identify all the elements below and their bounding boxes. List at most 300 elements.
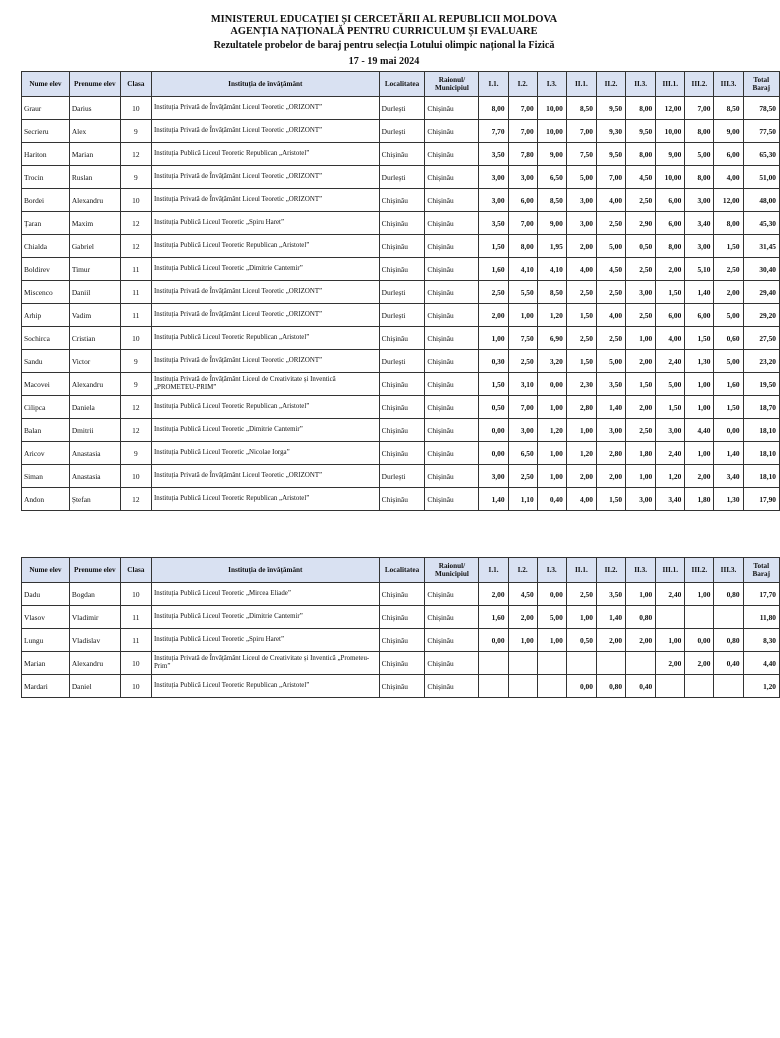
cell-score-i1: 0,50 (479, 396, 508, 419)
cell-locality: Chișinău (379, 235, 425, 258)
cell-first-name: Bogdan (69, 583, 120, 606)
cell-score-i2: 7,50 (508, 327, 537, 350)
cell-first-name: Vladislav (69, 629, 120, 652)
cell-locality: Chișinău (379, 442, 425, 465)
cell-district: Chișinău (425, 97, 479, 120)
cell-score-iii3: 2,50 (714, 258, 743, 281)
cell-last-name: Aricov (22, 442, 70, 465)
column-header-first-name: Prenume elev (69, 72, 120, 97)
cell-grade: 12 (120, 143, 151, 166)
cell-institution: Instituția Publică Liceul Teoretic Republican „Aristotel” (151, 396, 379, 419)
cell-first-name: Anastasia (69, 442, 120, 465)
table-row (22, 189, 780, 212)
cell-score-ii2: 2,50 (596, 327, 625, 350)
cell-score-i1 (479, 675, 508, 698)
cell-score-iii2: 2,00 (685, 652, 714, 675)
column-header-score-ii1: II.1. (566, 72, 596, 97)
cell-district: Chișinău (425, 327, 479, 350)
cell-district: Chișinău (425, 281, 479, 304)
cell-score-ii2: 9,50 (596, 97, 625, 120)
cell-grade: 12 (120, 396, 151, 419)
table-row (22, 396, 780, 419)
cell-institution: Instituția Privată de Învățământ Liceul Teoretic „ORIZONT” (151, 304, 379, 327)
cell-score-i1: 0,00 (479, 629, 508, 652)
cell-score-i2: 6,00 (508, 189, 537, 212)
cell-last-name: Sochirca (22, 327, 70, 350)
column-header-total-score: Total Baraj (743, 558, 779, 583)
cell-score-iii2: 2,00 (685, 465, 714, 488)
cell-total-score: 19,50 (743, 373, 779, 396)
cell-score-ii1: 2,00 (566, 235, 596, 258)
cell-score-i1: 8,00 (479, 97, 508, 120)
cell-institution: Instituția Privată de Învățământ Liceul Teoretic „ORIZONT” (151, 166, 379, 189)
cell-last-name: Siman (22, 465, 70, 488)
cell-district: Chișinău (425, 212, 479, 235)
cell-total-score: 18,10 (743, 442, 779, 465)
cell-last-name: Andon (22, 488, 70, 511)
cell-score-iii1 (656, 606, 685, 629)
cell-locality: Chișinău (379, 606, 425, 629)
cell-institution: Instituția Privată de Învățământ Liceul Teoretic „ORIZONT” (151, 120, 379, 143)
cell-score-iii1: 10,00 (656, 120, 685, 143)
cell-score-ii1: 0,50 (566, 629, 596, 652)
cell-score-i1: 3,00 (479, 166, 508, 189)
cell-score-i2 (508, 675, 537, 698)
cell-score-iii2 (685, 675, 714, 698)
cell-score-i1: 3,00 (479, 189, 508, 212)
cell-score-i3: 1,00 (537, 396, 566, 419)
cell-locality: Chișinău (379, 327, 425, 350)
cell-score-ii3: 2,90 (626, 212, 656, 235)
cell-institution: Instituția Publică Liceul Teoretic Republican „Aristotel” (151, 235, 379, 258)
cell-score-ii2: 2,50 (596, 281, 625, 304)
cell-score-ii2: 4,00 (596, 304, 625, 327)
table-row (22, 212, 780, 235)
column-header-score-i2: I.2. (508, 558, 537, 583)
cell-last-name: Macovei (22, 373, 70, 396)
cell-score-iii2: 1,00 (685, 583, 714, 606)
cell-score-iii3: 1,40 (714, 442, 743, 465)
cell-score-i3: 5,00 (537, 606, 566, 629)
cell-total-score: 18,70 (743, 396, 779, 419)
cell-locality: Durlești (379, 281, 425, 304)
cell-locality: Chișinău (379, 189, 425, 212)
cell-score-iii1: 3,40 (656, 488, 685, 511)
cell-score-ii2: 2,00 (596, 629, 625, 652)
cell-last-name: Miscenco (22, 281, 70, 304)
cell-district: Chișinău (425, 189, 479, 212)
cell-score-iii3: 6,00 (714, 143, 743, 166)
table-row (22, 373, 780, 396)
cell-score-ii1: 2,50 (566, 583, 596, 606)
cell-score-iii1: 6,00 (656, 189, 685, 212)
cell-total-score: 65,30 (743, 143, 779, 166)
cell-institution: Instituția Privată de Învățământ Liceul Teoretic „ORIZONT” (151, 465, 379, 488)
cell-score-i2: 1,00 (508, 629, 537, 652)
cell-locality: Chișinău (379, 212, 425, 235)
cell-grade: 9 (120, 166, 151, 189)
cell-score-i1: 1,40 (479, 488, 508, 511)
table-row (22, 583, 780, 606)
cell-last-name: Mardari (22, 675, 70, 698)
cell-total-score: 23,20 (743, 350, 779, 373)
cell-locality: Chișinău (379, 419, 425, 442)
cell-score-iii2 (685, 606, 714, 629)
cell-total-score: 11,80 (743, 606, 779, 629)
cell-score-i3: 9,00 (537, 212, 566, 235)
cell-score-iii2: 1,40 (685, 281, 714, 304)
cell-score-i2 (508, 652, 537, 675)
column-header-score-iii2: III.2. (685, 72, 714, 97)
agency-title: AGENȚIA NAȚIONALĂ PENTRU CURRICULUM ȘI EVALUARE (230, 26, 538, 37)
cell-score-ii3: 4,50 (626, 166, 656, 189)
cell-score-i1: 7,70 (479, 120, 508, 143)
column-header-grade: Clasa (120, 72, 151, 97)
cell-score-ii1: 2,30 (566, 373, 596, 396)
cell-score-i2: 1,10 (508, 488, 537, 511)
cell-score-ii1: 4,00 (566, 258, 596, 281)
cell-score-i2: 2,50 (508, 465, 537, 488)
cell-score-ii2: 9,50 (596, 143, 625, 166)
cell-score-iii3: 3,40 (714, 465, 743, 488)
cell-score-ii3: 2,50 (626, 419, 656, 442)
cell-total-score: 51,00 (743, 166, 779, 189)
cell-score-i2: 7,00 (508, 212, 537, 235)
cell-score-ii1: 1,00 (566, 419, 596, 442)
cell-score-iii3 (714, 675, 743, 698)
cell-score-ii1: 4,00 (566, 488, 596, 511)
cell-score-i1: 1,50 (479, 373, 508, 396)
cell-score-ii2: 7,00 (596, 166, 625, 189)
cell-score-i3: 1,95 (537, 235, 566, 258)
column-header-institution: Instituția de învățământ (151, 558, 379, 583)
cell-grade: 9 (120, 350, 151, 373)
cell-score-i2: 1,00 (508, 304, 537, 327)
cell-score-ii3: 8,00 (626, 97, 656, 120)
cell-district: Chișinău (425, 488, 479, 511)
cell-first-name: Vladimir (69, 606, 120, 629)
cell-score-iii1: 5,00 (656, 373, 685, 396)
cell-score-i1 (479, 652, 508, 675)
cell-last-name: Vlasov (22, 606, 70, 629)
cell-score-iii1 (656, 675, 685, 698)
cell-score-i2: 5,50 (508, 281, 537, 304)
cell-last-name: Secrieru (22, 120, 70, 143)
table-row (22, 675, 780, 698)
cell-locality: Chișinău (379, 258, 425, 281)
cell-first-name: Daniel (69, 675, 120, 698)
cell-score-i2: 2,50 (508, 350, 537, 373)
table-row (22, 235, 780, 258)
cell-score-ii1: 3,00 (566, 189, 596, 212)
cell-score-ii3: 9,50 (626, 120, 656, 143)
cell-score-ii1 (566, 652, 596, 675)
cell-first-name: Gabriel (69, 235, 120, 258)
cell-score-ii3: 1,80 (626, 442, 656, 465)
cell-score-iii3: 0,00 (714, 419, 743, 442)
cell-total-score: 31,45 (743, 235, 779, 258)
column-header-score-iii3: III.3. (714, 558, 743, 583)
cell-score-iii1: 2,00 (656, 652, 685, 675)
cell-score-i2: 7,00 (508, 97, 537, 120)
cell-grade: 10 (120, 327, 151, 350)
cell-score-i1: 1,50 (479, 235, 508, 258)
cell-locality: Chișinău (379, 629, 425, 652)
cell-score-iii2: 7,00 (685, 97, 714, 120)
document-header (0, 14, 768, 68)
cell-score-iii2: 8,00 (685, 120, 714, 143)
cell-first-name: Alexandru (69, 652, 120, 675)
cell-score-iii3: 1,30 (714, 488, 743, 511)
table-row (22, 304, 780, 327)
cell-district: Chișinău (425, 442, 479, 465)
cell-institution: Instituția Privată de Învățământ Liceul de Creativitate și Inventică „PROMETEU-PRIM” (151, 373, 379, 396)
column-header-locality: Localitatea (379, 558, 425, 583)
cell-score-ii2: 3,50 (596, 373, 625, 396)
cell-score-i1: 3,50 (479, 212, 508, 235)
cell-score-iii3: 0,80 (714, 629, 743, 652)
cell-score-iii2: 1,80 (685, 488, 714, 511)
cell-first-name: Cristian (69, 327, 120, 350)
cell-last-name: Lungu (22, 629, 70, 652)
cell-score-i2: 4,10 (508, 258, 537, 281)
cell-last-name: Bordei (22, 189, 70, 212)
cell-total-score: 17,70 (743, 583, 779, 606)
cell-last-name: Cilipca (22, 396, 70, 419)
table-row (22, 281, 780, 304)
cell-score-ii1: 2,50 (566, 327, 596, 350)
cell-score-i2: 7,80 (508, 143, 537, 166)
cell-score-iii2: 8,00 (685, 166, 714, 189)
cell-grade: 11 (120, 304, 151, 327)
cell-institution: Instituția Publică Liceul Teoretic „Nicolae Iorga” (151, 442, 379, 465)
cell-grade: 12 (120, 488, 151, 511)
cell-score-iii1: 1,00 (656, 629, 685, 652)
cell-score-iii2: 1,00 (685, 442, 714, 465)
cell-district: Chișinău (425, 629, 479, 652)
cell-score-ii3: 0,40 (626, 675, 656, 698)
cell-score-ii1: 2,00 (566, 465, 596, 488)
cell-district: Chișinău (425, 675, 479, 698)
table-row (22, 442, 780, 465)
cell-score-iii3: 1,50 (714, 235, 743, 258)
cell-score-iii2: 6,00 (685, 304, 714, 327)
table-row (22, 652, 780, 675)
cell-institution: Instituția Privată de Învățământ Liceul Teoretic „ORIZONT” (151, 189, 379, 212)
column-header-district: Raionul/ Municipiul (425, 72, 479, 97)
cell-institution: Instituția Publică Liceul Teoretic „Spiru Haret” (151, 629, 379, 652)
cell-score-iii3: 4,00 (714, 166, 743, 189)
cell-score-ii3: 8,00 (626, 143, 656, 166)
cell-institution: Instituția Publică Liceul Teoretic Republican „Aristotel” (151, 675, 379, 698)
cell-grade: 10 (120, 583, 151, 606)
cell-locality: Durlești (379, 304, 425, 327)
column-header-score-ii2: II.2. (596, 72, 625, 97)
cell-score-i2: 4,50 (508, 583, 537, 606)
cell-last-name: Marian (22, 652, 70, 675)
cell-score-iii2: 1,50 (685, 327, 714, 350)
cell-score-ii2: 5,00 (596, 350, 625, 373)
column-header-last-name: Nume elev (22, 72, 70, 97)
cell-score-i3: 10,00 (537, 120, 566, 143)
table-row (22, 419, 780, 442)
cell-score-i3: 8,50 (537, 189, 566, 212)
cell-locality: Chișinău (379, 373, 425, 396)
cell-score-ii3: 3,00 (626, 488, 656, 511)
cell-score-i2: 3,10 (508, 373, 537, 396)
column-header-score-ii3: II.3. (626, 72, 656, 97)
table-body (22, 97, 780, 511)
cell-score-ii1: 1,00 (566, 606, 596, 629)
cell-score-iii3 (714, 606, 743, 629)
cell-score-i3 (537, 675, 566, 698)
cell-score-iii3: 5,00 (714, 350, 743, 373)
cell-locality: Durlești (379, 166, 425, 189)
cell-score-i1: 2,00 (479, 583, 508, 606)
table-row (22, 327, 780, 350)
column-header-score-i1: I.1. (479, 72, 508, 97)
cell-institution: Instituția Publică Liceul Teoretic „Dimitrie Cantemir” (151, 419, 379, 442)
cell-first-name: Alexandru (69, 189, 120, 212)
cell-score-iii3: 0,40 (714, 652, 743, 675)
cell-first-name: Ruslan (69, 166, 120, 189)
cell-first-name: Anastasia (69, 465, 120, 488)
cell-score-i1: 0,00 (479, 419, 508, 442)
cell-last-name: Graur (22, 97, 70, 120)
cell-institution: Instituția Privată de Învățământ Liceul Teoretic „ORIZONT” (151, 350, 379, 373)
cell-score-ii3: 1,00 (626, 465, 656, 488)
cell-last-name: Chialda (22, 235, 70, 258)
cell-locality: Durlești (379, 350, 425, 373)
cell-district: Chișinău (425, 583, 479, 606)
cell-score-ii1: 5,00 (566, 166, 596, 189)
column-header-last-name: Nume elev (22, 558, 70, 583)
cell-score-ii1: 2,80 (566, 396, 596, 419)
cell-score-ii3: 1,00 (626, 327, 656, 350)
column-header-score-i3: I.3. (537, 558, 566, 583)
cell-locality: Chișinău (379, 143, 425, 166)
cell-score-i3: 1,00 (537, 465, 566, 488)
cell-score-iii2: 1,00 (685, 396, 714, 419)
cell-last-name: Țaran (22, 212, 70, 235)
cell-score-iii1: 2,40 (656, 350, 685, 373)
cell-first-name: Victor (69, 350, 120, 373)
cell-first-name: Marian (69, 143, 120, 166)
cell-score-i1: 3,50 (479, 143, 508, 166)
cell-score-ii1: 1,50 (566, 304, 596, 327)
cell-score-ii3: 2,00 (626, 350, 656, 373)
cell-score-ii3: 1,50 (626, 373, 656, 396)
cell-score-i3: 0,00 (537, 373, 566, 396)
cell-score-ii2: 4,50 (596, 258, 625, 281)
cell-score-i3: 1,00 (537, 629, 566, 652)
cell-score-ii2: 4,00 (596, 189, 625, 212)
cell-score-i2: 7,00 (508, 396, 537, 419)
cell-score-i1: 1,60 (479, 258, 508, 281)
cell-last-name: Hariton (22, 143, 70, 166)
cell-district: Chișinău (425, 258, 479, 281)
table-row (22, 629, 780, 652)
cell-score-i1: 1,00 (479, 327, 508, 350)
cell-first-name: Daniela (69, 396, 120, 419)
cell-district: Chișinău (425, 120, 479, 143)
cell-score-i2: 3,00 (508, 166, 537, 189)
cell-grade: 9 (120, 442, 151, 465)
cell-score-ii2: 0,80 (596, 675, 625, 698)
cell-score-i3: 1,20 (537, 419, 566, 442)
cell-institution: Instituția Publică Liceul Teoretic „Dimitrie Cantemir” (151, 606, 379, 629)
column-header-score-i1: I.1. (479, 558, 508, 583)
table-row (22, 606, 780, 629)
table-row (22, 97, 780, 120)
cell-total-score: 8,30 (743, 629, 779, 652)
ministry-title: MINISTERUL EDUCAȚIEI ȘI CERCETĂRII AL REPUBLICII MOLDOVA (210, 14, 558, 25)
cell-score-iii2: 3,40 (685, 212, 714, 235)
cell-score-i3: 1,20 (537, 304, 566, 327)
cell-institution: Instituția Publică Liceul Teoretic Republican „Aristotel” (151, 327, 379, 350)
table-row (22, 258, 780, 281)
cell-total-score: 18,10 (743, 465, 779, 488)
cell-score-i2: 7,00 (508, 120, 537, 143)
cell-score-ii3: 0,50 (626, 235, 656, 258)
cell-score-iii1: 2,40 (656, 442, 685, 465)
cell-score-iii1: 3,00 (656, 419, 685, 442)
column-header-score-iii3: III.3. (714, 72, 743, 97)
cell-district: Chișinău (425, 396, 479, 419)
cell-score-ii2: 9,30 (596, 120, 625, 143)
cell-score-i3: 0,00 (537, 583, 566, 606)
cell-score-iii1: 1,50 (656, 396, 685, 419)
cell-score-iii1: 8,00 (656, 235, 685, 258)
cell-score-i1: 0,30 (479, 350, 508, 373)
cell-district: Chișinău (425, 304, 479, 327)
cell-grade: 10 (120, 189, 151, 212)
cell-institution: Instituția Privată de Învățământ Liceul de Creativitate și Inventică „Prometeu-Prim” (151, 652, 379, 675)
cell-locality: Durlești (379, 97, 425, 120)
cell-score-iii1: 10,00 (656, 166, 685, 189)
cell-score-ii3: 2,50 (626, 258, 656, 281)
cell-institution: Instituția Publică Liceul Teoretic Republican „Aristotel” (151, 488, 379, 511)
column-header-institution: Instituția de învățământ (151, 72, 379, 97)
cell-score-ii3: 2,00 (626, 629, 656, 652)
cell-first-name: Maxim (69, 212, 120, 235)
cell-institution: Instituția Publică Liceul Teoretic „Mircea Eliade” (151, 583, 379, 606)
cell-score-ii2: 1,40 (596, 606, 625, 629)
cell-score-iii3: 1,50 (714, 396, 743, 419)
cell-score-i3: 10,00 (537, 97, 566, 120)
cell-total-score: 4,40 (743, 652, 779, 675)
results-table-secondary (21, 557, 780, 698)
column-header-first-name: Prenume elev (69, 558, 120, 583)
cell-district: Chișinău (425, 166, 479, 189)
cell-grade: 10 (120, 652, 151, 675)
cell-score-ii2: 2,50 (596, 212, 625, 235)
cell-score-i1: 3,00 (479, 465, 508, 488)
cell-total-score: 77,50 (743, 120, 779, 143)
cell-grade: 10 (120, 675, 151, 698)
cell-grade: 10 (120, 97, 151, 120)
column-header-score-iii1: III.1. (656, 558, 685, 583)
cell-score-i3: 8,50 (537, 281, 566, 304)
cell-score-i3: 6,50 (537, 166, 566, 189)
cell-district: Chișinău (425, 652, 479, 675)
table-body (22, 583, 780, 698)
column-header-locality: Localitatea (379, 72, 425, 97)
results-title: Rezultatele probelor de baraj pentru selecția Lotului olimpic național la Fizică (213, 40, 555, 51)
cell-district: Chișinău (425, 143, 479, 166)
cell-score-i1: 1,60 (479, 606, 508, 629)
cell-locality: Chișinău (379, 652, 425, 675)
